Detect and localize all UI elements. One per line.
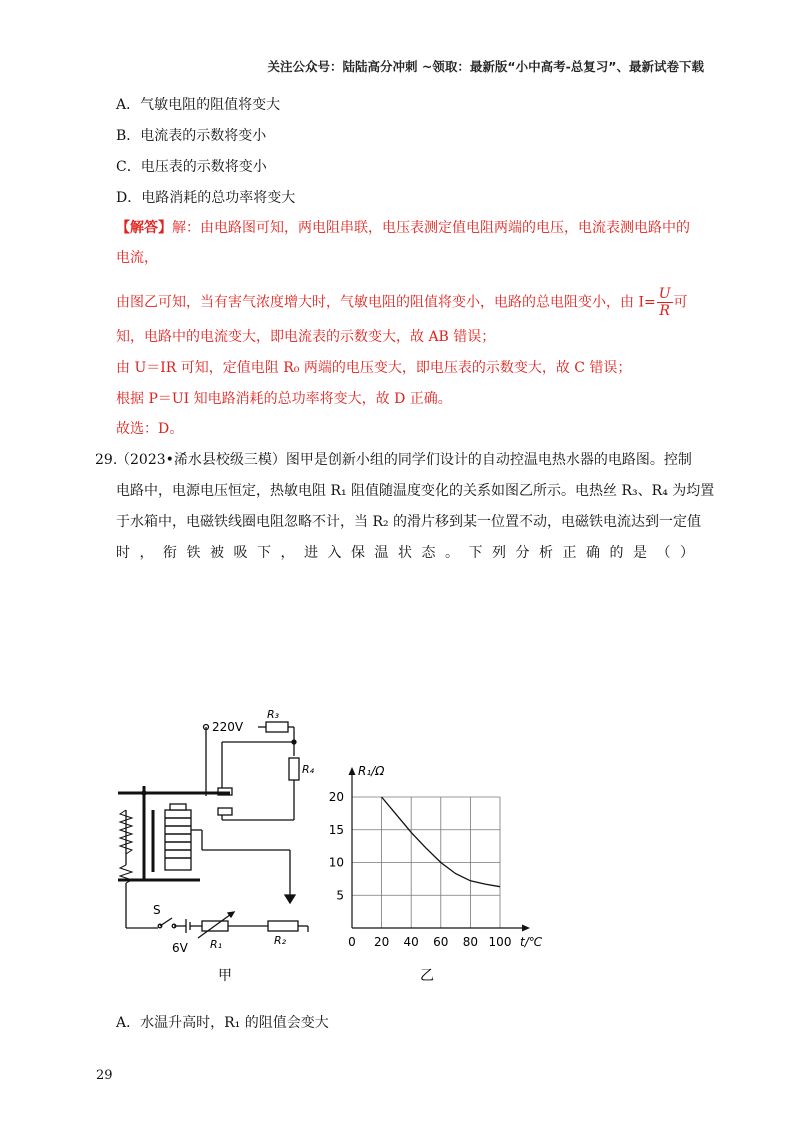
- label-r4: R₄: [302, 763, 315, 776]
- x-tick-label: 80: [462, 935, 479, 949]
- x-tick-label: 60: [433, 935, 449, 949]
- x-axis-arrow: [522, 925, 530, 932]
- figure-svg: [110, 700, 570, 990]
- answer-line-1: [116, 218, 690, 238]
- question-line-2: 电路中，电源电压恒定，热敏电阻 R₁ 阻值随温度变化的关系如图乙所示。电热丝 R₃、R₄ 为均置: [116, 483, 715, 499]
- y-tick-label: 5: [336, 888, 344, 903]
- y-tick-label: 15: [328, 822, 344, 837]
- question-option-a: A．水温升高时，R₁ 的阻值会变大: [116, 1015, 329, 1031]
- fraction-u-over-r: [657, 286, 673, 319]
- x-tick-label: 100: [488, 935, 512, 949]
- answer-line-5: 由 U＝IR 可知，定值电阻 R₀ 两端的电压变大，即电压表的示数变大，故 C 错误；: [116, 360, 632, 376]
- answer-text-1: 解：由电路图可知，两电阻串联，电压表测定值电阻两端的电压，电流表测电路中的: [172, 220, 690, 236]
- answer-tag: 【解答】: [116, 220, 172, 236]
- answer-line-3: [116, 286, 688, 319]
- caption-yi: 乙: [420, 968, 434, 984]
- question-line-3: 于水箱中，电磁铁线圈电阻忽略不计，当 R₂ 的滑片移到某一位置不动，电磁铁电流达到一定值: [116, 514, 702, 530]
- answer-text-3-post: 可: [673, 294, 688, 311]
- answer-line-7: 故选：D。: [116, 421, 184, 437]
- label-220v: 220V: [212, 720, 244, 734]
- label-r1: R₁: [210, 938, 223, 951]
- circuit-diagram: [118, 722, 308, 938]
- y-axis-arrow: [349, 767, 356, 775]
- question-line-4: 时 ， 衔 铁 被 吸 下 ， 进 入 保 温 状 态 。 下 列 分 析 正 确 的 是 （ ）: [116, 545, 694, 561]
- x-axis-label: t/℃: [520, 935, 543, 949]
- y-tick-label: 20: [328, 790, 344, 804]
- page-header: 关注公众号：陆陆高分冲刺 ~领取：最新版“小中高考-总复习”、最新试卷下载: [267, 59, 704, 74]
- resistance-temperature-chart: [329, 764, 543, 949]
- fraction-denominator: R: [659, 303, 670, 319]
- x-tick-label: 20: [373, 935, 390, 949]
- label-r3: R₃: [267, 708, 280, 721]
- answer-line-2: 电流，: [116, 250, 158, 266]
- fraction-numerator: U: [658, 286, 671, 302]
- option-b-prev: B．电流表的示数将变小: [116, 128, 267, 144]
- option-a-prev: A．气敏电阻的阻值将变大: [116, 97, 281, 113]
- label-r2: R₂: [274, 934, 287, 947]
- question-number: 29.: [95, 452, 118, 468]
- question-figure: [110, 700, 570, 994]
- option-c-prev: C．电压表的示数将变小: [116, 159, 267, 175]
- label-6v: 6V: [172, 941, 188, 955]
- label-switch-s: S: [153, 903, 161, 917]
- option-d-prev: D．电路消耗的总功率将变大: [116, 190, 296, 206]
- x-tick-label: 40: [403, 935, 419, 949]
- y-axis-label: R₁/Ω: [358, 764, 385, 778]
- y-tick-label: 10: [328, 855, 344, 870]
- answer-line-4: 知，电路中的电流变大，即电流表的示数变大，故 AB 错误；: [116, 329, 496, 345]
- answer-text-3: 由图乙可知，当有害气浓度增大时，气敏电阻的阻值将变小，电路的总电阻变小，由 I=: [116, 294, 656, 311]
- question-line-1: （2023•浠水县校级三模）图甲是创新小组的同学们设计的自动控温电热水器的电路图。控制: [116, 452, 692, 468]
- x-tick-label: 0: [348, 935, 356, 949]
- answer-line-6: 根据 P＝UI 知电路消耗的总功率将变大，故 D 正确。: [116, 391, 452, 407]
- page-number: 29: [96, 1068, 113, 1083]
- caption-jia: 甲: [218, 968, 232, 984]
